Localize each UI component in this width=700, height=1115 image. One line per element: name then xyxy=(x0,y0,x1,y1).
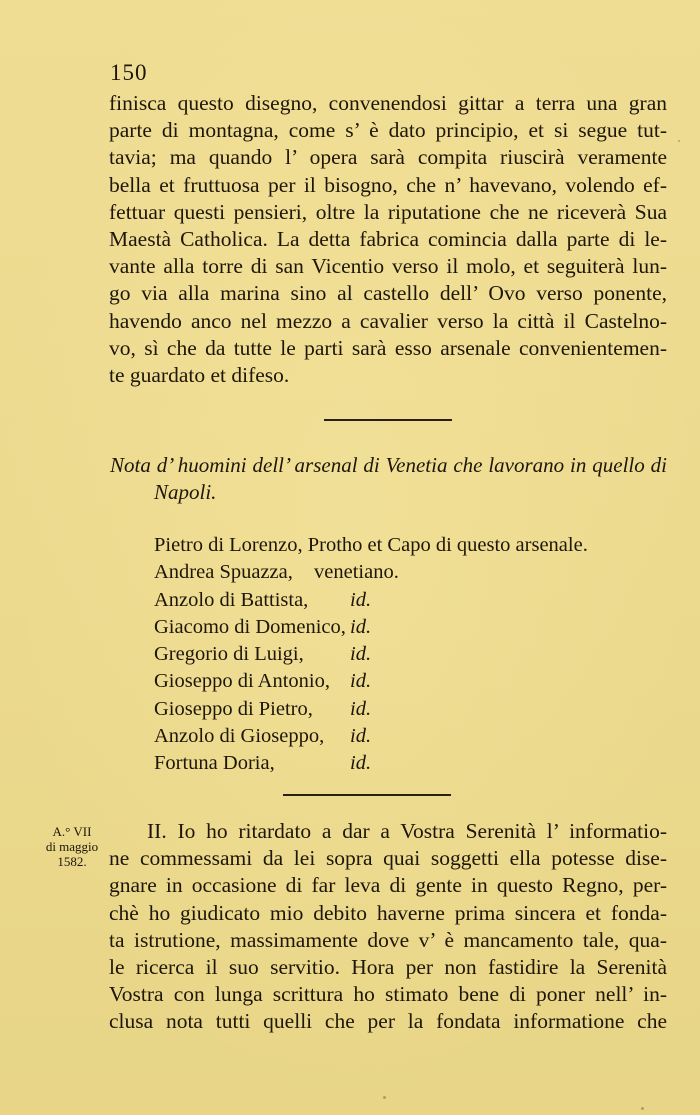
text-line: finisca questo disegno, convenendosi gittar a terra una gran xyxy=(109,91,667,115)
worker-name: Gregorio di Luigi, xyxy=(154,643,304,666)
text-line: vante alla torre di san Vicentio verso il molo, et seguiterà lun- xyxy=(109,254,667,279)
workers-list xyxy=(154,532,588,778)
page-number: 150 xyxy=(110,60,148,85)
text-line: parte di montagna, come s’ è dato principio, et si segue tut- xyxy=(109,118,667,143)
text-line: havendo anco nel mezzo a cavalier verso la città il Castelno- xyxy=(109,308,667,333)
text-line: Vostra con lunga scrittura ho stimato bene di poner nell’ in- xyxy=(109,982,667,1007)
worker-origin: venetiano. xyxy=(314,561,399,584)
worker-origin: id. xyxy=(350,588,372,611)
list-item xyxy=(154,641,588,668)
worker-name: Gioseppo di Pietro, xyxy=(154,697,313,720)
text-line: fettuar questi pensieri, oltre la riputatione che ne riceverà Sua xyxy=(109,199,667,224)
list-item xyxy=(154,668,588,695)
text-line: II. Io ho ritardato a dar a Vostra Serenità l’ informatio- xyxy=(147,819,667,843)
note-heading-line: Nota d’ huomini dell’ arsenal di Venetia che lavorano in quello di xyxy=(110,453,667,477)
margin-date-note xyxy=(32,824,112,869)
note-heading xyxy=(110,451,667,505)
paper-speck xyxy=(383,1096,386,1099)
text-line: clusa nota tutti quelli che per la fondata informatione che xyxy=(109,1009,667,1034)
worker-name: Anzolo di Battista, xyxy=(154,588,309,611)
paragraph-1 xyxy=(109,90,667,389)
worker-name: Fortuna Doria, xyxy=(154,752,275,775)
text-line: ta istrutione, massimamente dove v’ è mancamento tale, qua- xyxy=(109,927,667,952)
paper-speck xyxy=(678,140,680,142)
margin-note-line: A.° VII xyxy=(52,824,92,839)
worker-origin: id. xyxy=(350,670,372,693)
worker-origin: id. xyxy=(350,697,372,720)
section-divider xyxy=(324,419,452,421)
text-line: gnare in occasione di far leva di gente in questo Regno, per- xyxy=(109,873,667,898)
worker-name: Anzolo di Gioseppo, xyxy=(154,725,325,748)
section-divider xyxy=(283,794,451,796)
worker-origin: id. xyxy=(350,725,372,748)
worker-origin: id. xyxy=(350,752,372,775)
text-line: tavia; ma quando l’ opera sarà compita riuscirà veramente xyxy=(109,145,667,170)
text-line: go via alla marina sino al castello dell’ Ovo verso ponente, xyxy=(109,281,667,306)
paragraph-2 xyxy=(109,818,667,1036)
text-line: te guardato et difeso. xyxy=(109,362,290,387)
list-item xyxy=(154,532,588,559)
list-item xyxy=(154,614,588,641)
text-line: vo, sì che da tutte le parti sarà esso arsenale convenientemen- xyxy=(109,335,667,360)
paper-speck xyxy=(641,1107,644,1110)
worker-name: Giacomo di Domenico, xyxy=(154,615,346,638)
margin-note-line: di maggio xyxy=(45,839,99,854)
list-item xyxy=(154,723,588,750)
worker-name: Gioseppo di Antonio, xyxy=(154,670,330,693)
worker-name: Andrea Spuazza, xyxy=(154,561,293,584)
text-line: le ricerca il suo servitio. Hora per non fastidire la Serenità xyxy=(109,954,667,979)
list-item xyxy=(154,750,588,777)
text-line: chè ho giudicato mio debito haverne prima sincera et fonda- xyxy=(109,900,667,925)
worker-origin: id. xyxy=(350,615,372,638)
text-line: ne commessami da lei sopra quai soggetti ella potesse dise- xyxy=(109,846,667,871)
note-heading-line: Napoli. xyxy=(154,480,217,505)
list-item xyxy=(154,587,588,614)
list-item xyxy=(154,559,588,586)
text-line: bella et fruttuosa per il bisogno, che n’ havevano, volendo ef- xyxy=(109,172,667,197)
text-line: Maestà Catholica. La detta fabrica comincia dalla parte di le- xyxy=(109,226,667,251)
list-item xyxy=(154,696,588,723)
worker-origin: id. xyxy=(350,643,372,666)
margin-note-line: 1582. xyxy=(57,854,87,869)
list-item-text: Pietro di Lorenzo, Protho et Capo di questo arsenale. xyxy=(154,534,588,556)
